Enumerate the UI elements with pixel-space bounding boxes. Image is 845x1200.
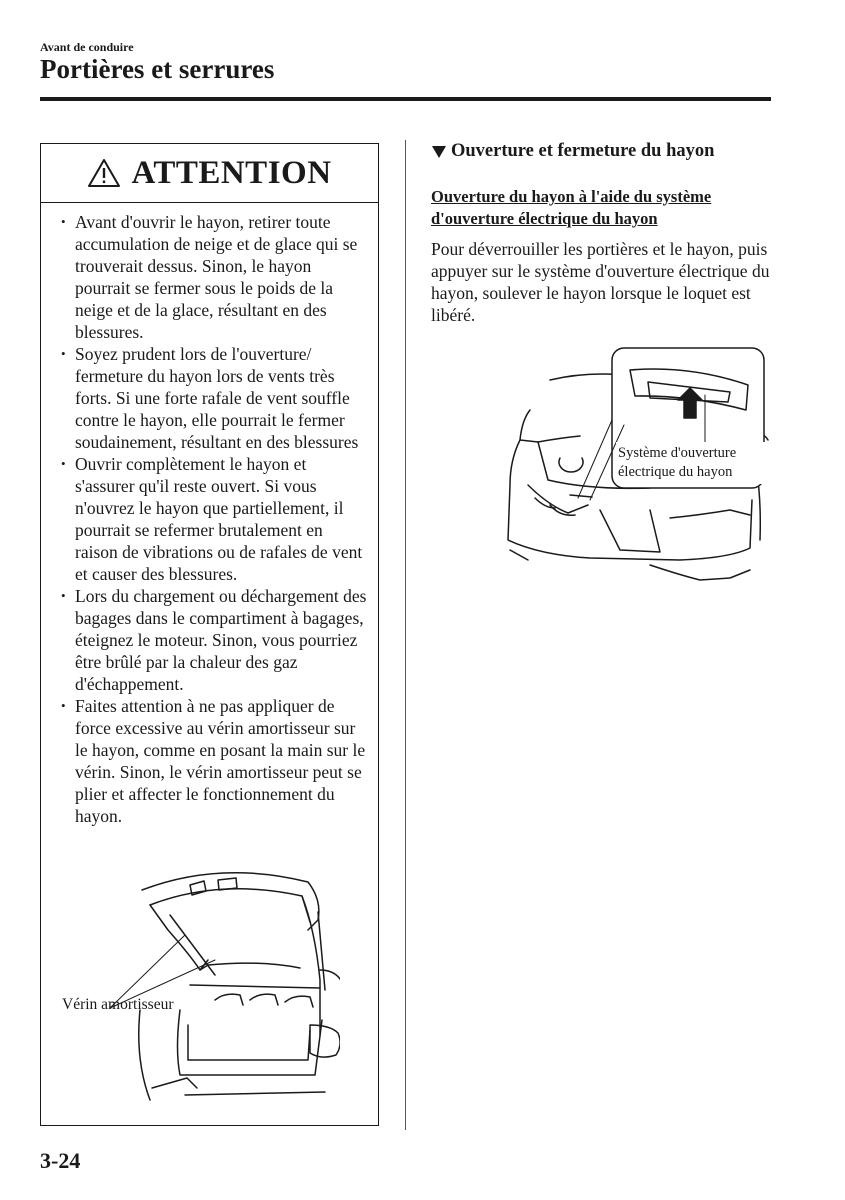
warning-item: • Faites attention à ne pas appliquer de force excessive au vérin amortisseur sur le hayon, comme en posant la main sur le vérin. Sinon, le vérin amortisseur peut se plier et affecter le fonctionnement du hayon.	[61, 695, 368, 827]
page-title: Portières et serrures	[40, 54, 275, 84]
warning-triangle-icon	[87, 158, 121, 188]
shock-absorber-label: Vérin amortisseur	[62, 996, 174, 1013]
warning-item: • Soyez prudent lors de l'ouverture/ fermeture du hayon lors de vents très forts. Si une forte rafale de vent souffle contre le hayon, elle pourrait le fermer soudainement, résultant en des blessures	[61, 343, 368, 453]
right-column	[431, 141, 776, 344]
page-number: 3-24	[40, 1148, 81, 1173]
triangle-down-icon	[431, 145, 447, 159]
warning-item: • Lors du chargement ou déchargement des bagages dans le compartiment à bagages, éteignez le moteur. Sinon, vous pourriez être brûlé par la chaleur des gaz d'échappement.	[61, 585, 368, 695]
warning-list	[41, 203, 378, 827]
procedure-text: Pour déverrouiller les portières et le hayon, puis appuyer sur le système d'ouverture électrique du hayon, soulever le hayon lorsque le loquet est libéré.	[431, 239, 770, 325]
warning-title: ATTENTION	[131, 154, 332, 191]
subsection-title-text: Ouverture et fermeture du hayon	[451, 141, 715, 161]
tailgate-switch-callout: Système d'ouverture électrique du hayon	[616, 442, 770, 484]
section-label: Avant de conduire	[40, 40, 134, 54]
procedure-title: Ouverture du hayon à l'aide du système d'ouverture électrique du hayon	[431, 187, 712, 228]
open-hatch-illustration	[40, 860, 340, 1110]
header-rule	[40, 97, 771, 101]
tailgate-switch-illustration	[500, 340, 770, 595]
warning-item: • Avant d'ouvrir le hayon, retirer toute accumulation de neige et de glace qui se trouverait dessus. Sinon, le hayon pourrait se fermer sous le poids de la neige et de la glace, résultant en des blessures.	[61, 211, 368, 343]
warning-header	[41, 144, 378, 203]
subsection-title	[431, 141, 776, 162]
column-divider	[405, 140, 406, 1130]
warning-item: • Ouvrir complètement le hayon et s'assurer qu'il reste ouvert. Si vous n'ouvrez le hayon que partiellement, il pourrait se refermer brutalement en raison de vibrations ou de rafales de vent et causer des blessures.	[61, 453, 368, 585]
